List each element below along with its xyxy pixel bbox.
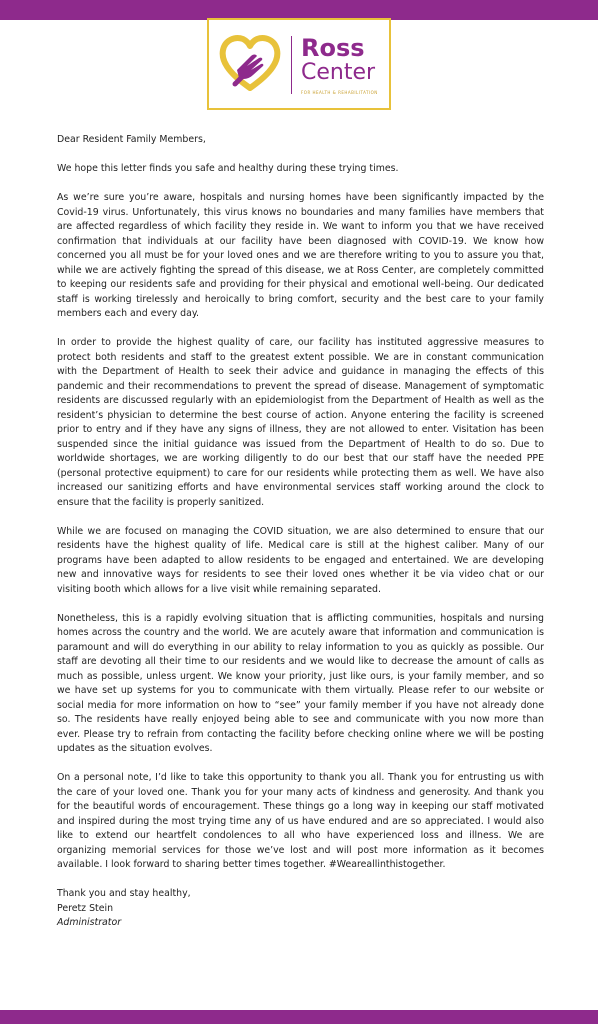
logo-divider [291,36,292,94]
letter-body [57,133,544,931]
ross-center-logo [207,18,391,110]
signer-name: Peretz Stein [57,902,114,914]
closing-line: Thank you and stay healthy, [57,888,191,899]
paragraph-2: As we’re sure you’re aware, hospitals and nursing homes have been significantly impacted by the Covid-19 virus. Unfortunately, this virus knows no boundaries and many families have members that are affected regardless of which facility they reside in. We want to inform you that we have received confirmation that individuals at our facility have been diagnosed with COVID-19. We know how concerned you all must be for your loved ones and we are therefore writing to you to assure you that, while we are actively fighting the spread of this disease, we at Ross Center, are completely committed to keeping our residents safe and providing for their physical and emotional well-being. Our dedicated staff is working tirelessly and heroically to bring comfort, security and the best care to your family members each and every day. [57,192,544,319]
paragraph-3: In order to provide the highest quality of care, our facility has instituted aggressive measures to protect both residents and staff to the greatest extent possible. We are in constant communication with the Department of Health to seek their advice and guidance in managing the effects of this pandemic and their recommendations to prevent the spread of disease. Management of symptomatic residents are discussed regularly with an epidemiologist from the Department of Health as well as the resident’s physician to determine the best course of action. Anyone entering the facility is screened prior to entry and if they have any signs of illness, they are not allowed to enter. Visitation has been suspended since the initial guidance was issued from the Department of Health to do so. Due to worldwide shortages, we are working diligently to do our best that our staff have the needed PPE (personal protective equipment) to care for our residents while protecting them as well. We have also increased our sanitizing efforts and have environmental services staff working around the clock to ensure that the facility is properly sanitized. [57,337,544,508]
salutation: Dear Resident Family Members, [57,134,206,145]
signer-title: Administrator [57,917,122,928]
bottom-purple-band [0,1010,598,1024]
letter-closing [57,887,544,931]
logo-name-line1: Ross [301,34,365,62]
paragraph-6: On a personal note, I’d like to take this opportunity to thank you all. Thank you for entrusting us with the care of your loved one. Thank you for your many acts of kindness and generosity. And thank you for the beautiful words of encouragement. These things go a long way in keeping our staff motivated and inspired during the most trying time any of us have endured and are so appreciated. I would also like to extend our heartfelt condolences to all who have experienced loss and illness. We are organizing memorial services for those we’ve lost and will post more information as it becomes available. I look forward to sharing better times together. #Weareallinthistogether. [57,772,544,870]
heart-hands-icon [217,30,283,96]
logo-tagline: FOR HEALTH & REHABILITATION [301,90,378,95]
paragraph-5: Nonetheless, this is a rapidly evolving situation that is afflicting communities, hospitals and nursing homes across the country and the world. We are acutely aware that information and communication is paramount and will do everything in our ability to relay information to you as quickly as possible. Our staff are devoting all their time to our residents and we would like to decrease the amount of calls as much as possible, unless urgent. We know your priority, just like ours, is your family member, and so we have set up systems for you to communicate with them virtually. Please refer to our website or social media for more information on how to “see” your family member if you have not already done so. The residents have really enjoyed being able to see and communicate with you now more than ever. Please try to refrain from contacting the facility before checking online where we will be posting updates as the situation evolves. [57,612,544,754]
logo-name-line2: Center [301,60,376,85]
paragraph-4: While we are focused on managing the COVID situation, we are also determined to ensure that our residents have the highest quality of life. Medical care is still at the highest caliber. Many of our programs have been adapted to allow residents to be engaged and entertained. We are developing new and innovative ways for residents to see their loved ones whether it be via video chat or our visiting booth which allows for a live visit while remaining separated. [57,525,544,595]
top-purple-band [0,0,598,20]
paragraph-1: We hope this letter finds you safe and healthy during these trying times. [57,163,399,174]
